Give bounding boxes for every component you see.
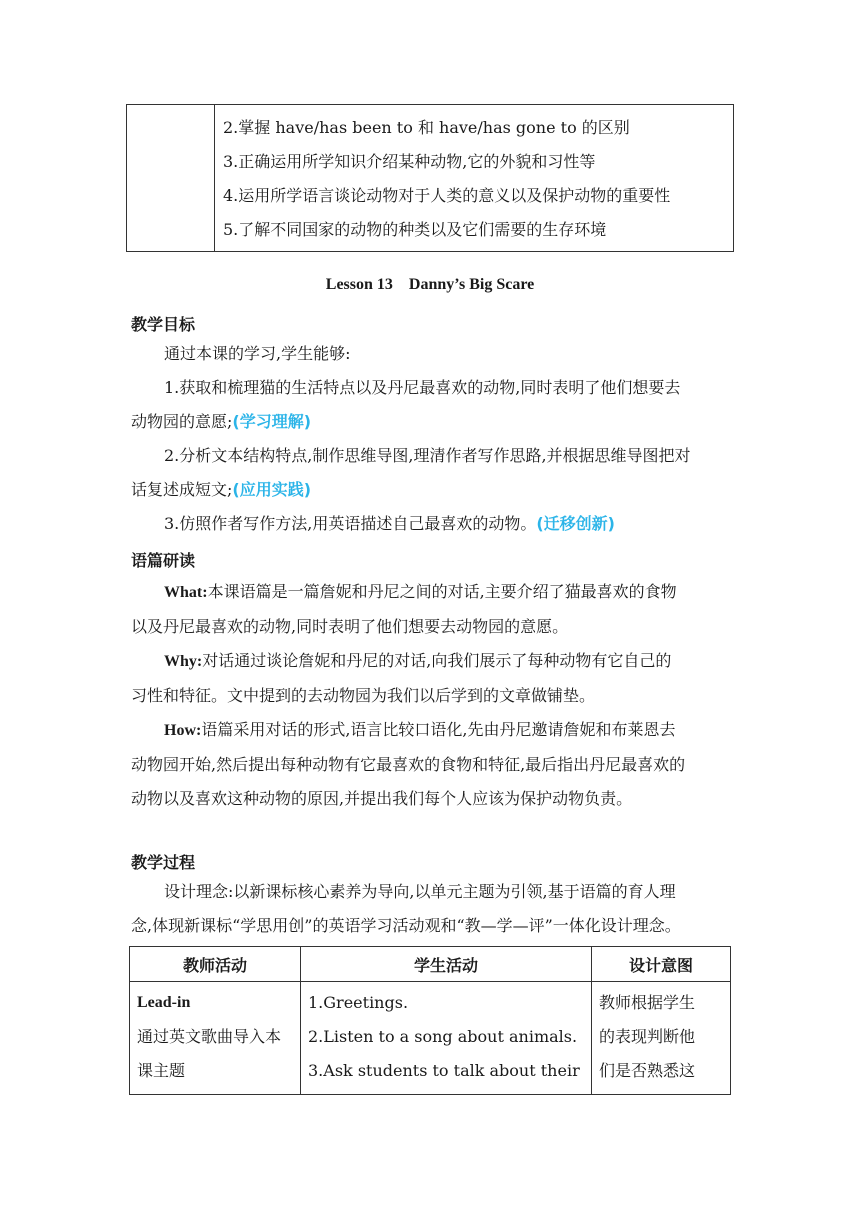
objectives-table [126,104,734,252]
objective-item: 4.运用所学语言谈论动物对于人类的意义以及保护动物的重要性 [223,186,671,205]
design-intent-cell [592,982,731,1095]
process-table [129,946,731,1095]
goal-2-line-2 [131,473,729,507]
why-text: 对话通过谈论詹妮和丹尼的对话,向我们展示了每种动物有它自己的 [202,651,672,670]
goal-2-tag: (应用实践) [232,480,312,499]
goal-1-line-1: 1.获取和梳理猫的生活特点以及丹尼最喜欢的动物,同时表明了他们想要去 [164,378,681,397]
lesson-title: Lesson 13 Danny’s Big Scare [325,276,535,293]
header-student-activity: 学生活动 [301,947,592,982]
analysis-heading: 语篇研读 [131,551,196,570]
what-line-2: 以及丹尼最喜欢的动物,同时表明了他们想要去动物园的意愿。 [131,617,569,636]
analysis-section [131,575,729,816]
what-label: What: [164,584,208,601]
process-intro-line-2: 念,体现新课标“学思用创”的英语学习活动观和“教—学—评”一体化设计理念。 [131,916,681,935]
student-activity-cell [301,982,592,1095]
header-teacher-activity: 教师活动 [130,947,301,982]
teacher-activity-line: 通过英文歌曲导入本 [137,1027,282,1046]
why-label: Why: [164,653,203,670]
design-intent-line: 教师根据学生 [599,993,696,1012]
student-activity-line: 1.Greetings. [308,993,409,1012]
goal-1-line-2 [131,405,729,439]
goal-2-line-1: 2.分析文本结构特点,制作思维导图,理清作者写作思路,并根据思维导图把对 [164,446,691,465]
process-intro [131,875,729,943]
table-row [130,982,731,1095]
what-line-1 [131,575,729,610]
goal-2-text: 话复述成短文; [131,480,233,499]
objective-item: 2.掌握 have/has been to 和 have/has gone to 的区别 [223,118,630,137]
teacher-activity-cell [130,982,301,1095]
goals-intro: 通过本课的学习,学生能够: [164,344,351,363]
goal-3-text: 3.仿照作者写作方法,用英语描述自己最喜欢的动物。 [164,514,537,533]
goal-3-line [131,507,729,541]
design-intent-line: 的表现判断他 [599,1027,696,1046]
objective-item: 3.正确运用所学知识介绍某种动物,它的外貌和习性等 [223,152,596,171]
why-line-2: 习性和特征。文中提到的去动物园为我们以后学到的文章做铺垫。 [131,686,596,705]
what-text: 本课语篇是一篇詹妮和丹尼之间的对话,主要介绍了猫最喜欢的食物 [207,582,677,601]
how-line-2: 动物园开始,然后提出每种动物有它最喜欢的食物和特征,最后指出丹尼最喜欢的 [131,755,686,774]
goals-section [131,337,729,541]
process-table-header-row [130,947,731,982]
objective-item: 5.了解不同国家的动物的种类以及它们需要的生存环境 [223,220,607,239]
header-design-intent: 设计意图 [592,947,731,982]
objectives-content-cell [215,105,734,252]
teacher-activity-title: Lead-in [137,994,191,1011]
why-line-1 [131,644,729,679]
teacher-activity-line: 课主题 [137,1061,186,1080]
student-activity-line: 3.Ask students to talk about their [308,1061,580,1080]
goal-1-tag: (学习理解) [232,412,312,431]
how-line-1 [131,713,729,748]
process-heading: 教学过程 [131,853,196,872]
how-text: 语篇采用对话的形式,语言比较口语化,先由丹尼邀请詹妮和布莱恩去 [201,720,676,739]
objectives-label-cell [127,105,215,252]
design-intent-line: 们是否熟悉这 [599,1061,696,1080]
process-intro-line-1: 设计理念:以新课标核心素养为导向,以单元主题为引领,基于语篇的育人理 [164,882,676,901]
student-activity-line: 2.Listen to a song about animals. [308,1027,578,1046]
how-label: How: [164,722,202,739]
goal-3-tag: (迁移创新) [536,514,615,533]
goals-heading: 教学目标 [131,315,196,334]
goal-1-text: 动物园的意愿; [131,412,233,431]
how-line-3: 动物以及喜欢这种动物的原因,并提出我们每个人应该为保护动物负责。 [131,789,633,808]
